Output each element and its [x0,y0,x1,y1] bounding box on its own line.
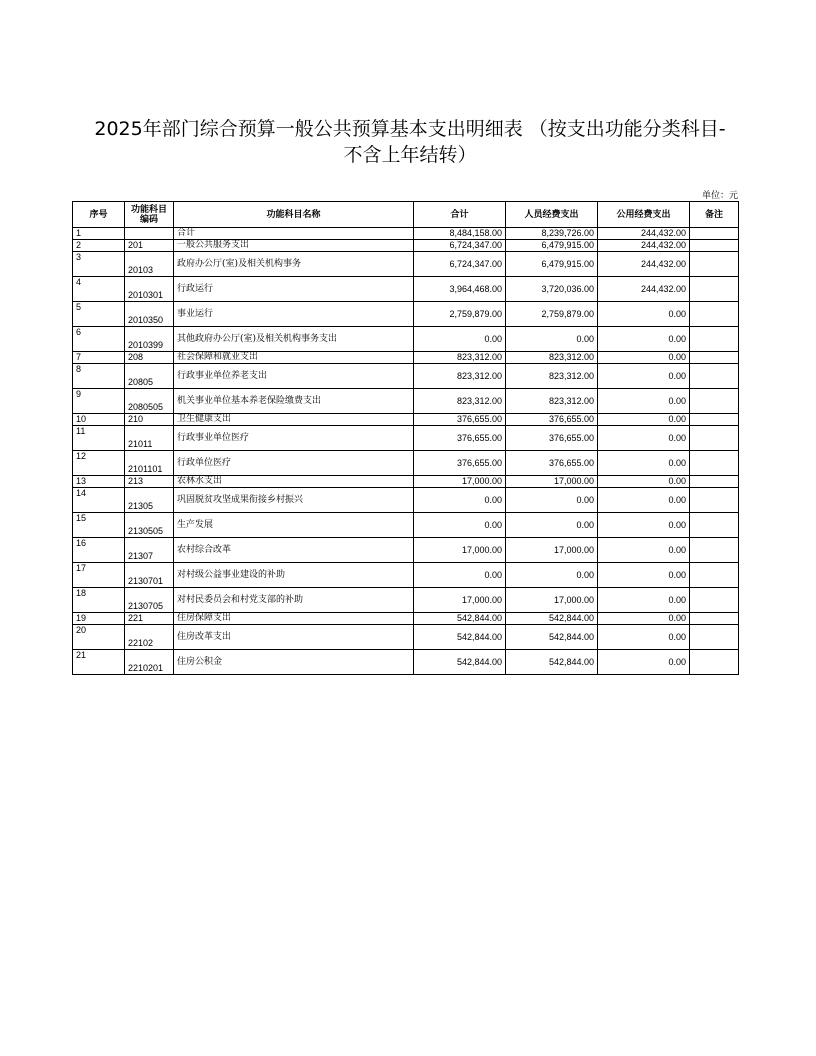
cell-total: 6,724,347.00 [414,252,506,277]
header-seq: 序号 [73,202,125,228]
unit-label: 单位：元 [701,191,738,201]
cell-code: 221 [125,613,174,625]
cell-note [690,563,739,588]
cell-total: 8,484,158.00 [414,228,506,240]
cell-code: 208 [125,352,174,364]
cell-name: 行政事业单位医疗 [174,426,414,451]
table-row [73,252,739,277]
cell-total: 542,844.00 [414,650,506,675]
cell-seq: 2 [73,240,125,252]
header-note: 备注 [690,202,739,228]
cell-seq: 20 [73,625,125,650]
cell-public: 0.00 [598,426,690,451]
cell-public: 0.00 [598,414,690,426]
cell-total: 0.00 [414,327,506,352]
cell-personnel: 6,479,915.00 [506,252,598,277]
cell-seq: 11 [73,426,125,451]
cell-personnel: 17,000.00 [506,476,598,488]
cell-note [690,426,739,451]
cell-total: 542,844.00 [414,613,506,625]
cell-code: 22102 [125,625,174,650]
report-title-line-1: 2025年部门综合预算一般公共预算基本支出明细表 （按支出功能分类科目- [94,118,726,140]
cell-total: 376,655.00 [414,451,506,476]
cell-total: 0.00 [414,513,506,538]
cell-public: 0.00 [598,588,690,613]
cell-seq: 19 [73,613,125,625]
header-code [125,202,174,228]
cell-personnel: 17,000.00 [506,588,598,613]
cell-personnel: 0.00 [506,327,598,352]
cell-name: 行政事业单位养老支出 [174,364,414,389]
cell-personnel: 376,655.00 [506,414,598,426]
cell-seq: 15 [73,513,125,538]
table-row [73,650,739,675]
table-row [73,302,739,327]
cell-public: 0.00 [598,563,690,588]
cell-public: 0.00 [598,650,690,675]
cell-seq: 4 [73,277,125,302]
header-public: 公用经费支出 [598,202,690,228]
cell-public: 244,432.00 [598,228,690,240]
cell-seq: 14 [73,488,125,513]
cell-note [690,327,739,352]
cell-seq: 9 [73,389,125,414]
cell-code: 2010350 [125,302,174,327]
header-code-line-2: 编码 [139,214,158,225]
cell-seq: 6 [73,327,125,352]
cell-name: 事业运行 [174,302,414,327]
cell-personnel: 823,312.00 [506,389,598,414]
cell-personnel: 823,312.00 [506,364,598,389]
cell-personnel: 0.00 [506,563,598,588]
cell-name: 卫生健康支出 [174,414,414,426]
cell-code: 2101101 [125,451,174,476]
cell-name: 其他政府办公厅(室)及相关机构事务支出 [174,327,414,352]
cell-note [690,302,739,327]
cell-name: 行政单位医疗 [174,451,414,476]
cell-note [690,414,739,426]
cell-seq: 16 [73,538,125,563]
cell-public: 0.00 [598,327,690,352]
cell-total: 2,759,879.00 [414,302,506,327]
cell-total: 823,312.00 [414,352,506,364]
cell-seq: 7 [73,352,125,364]
cell-personnel: 376,655.00 [506,451,598,476]
cell-note [690,613,739,625]
table-row [73,277,739,302]
cell-name: 住房公积金 [174,650,414,675]
cell-code: 21305 [125,488,174,513]
cell-total: 376,655.00 [414,426,506,451]
cell-name: 一般公共服务支出 [174,240,414,252]
table-row [73,352,739,364]
table-row [73,476,739,488]
cell-personnel: 0.00 [506,488,598,513]
cell-public: 0.00 [598,302,690,327]
cell-personnel: 542,844.00 [506,625,598,650]
cell-name: 住房改革支出 [174,625,414,650]
cell-personnel: 2,759,879.00 [506,302,598,327]
budget-table [72,201,739,675]
report-title-line-2: 不含上年结转） [343,144,477,166]
cell-seq: 12 [73,451,125,476]
cell-name: 行政运行 [174,277,414,302]
cell-code: 2130705 [125,588,174,613]
cell-total: 17,000.00 [414,588,506,613]
cell-public: 0.00 [598,625,690,650]
cell-code: 2210201 [125,650,174,675]
cell-code: 201 [125,240,174,252]
cell-note [690,252,739,277]
cell-code: 21011 [125,426,174,451]
table-row [73,625,739,650]
cell-code: 20805 [125,364,174,389]
cell-name: 政府办公厅(室)及相关机构事务 [174,252,414,277]
table-row [73,426,739,451]
cell-name: 对村民委员会和村党支部的补助 [174,588,414,613]
cell-public: 0.00 [598,352,690,364]
cell-note [690,240,739,252]
cell-personnel: 17,000.00 [506,538,598,563]
table-row [73,414,739,426]
cell-personnel: 542,844.00 [506,613,598,625]
cell-public: 0.00 [598,364,690,389]
table-row [73,327,739,352]
cell-note [690,538,739,563]
cell-note [690,476,739,488]
table-row [73,563,739,588]
cell-note [690,513,739,538]
header-total: 合计 [414,202,506,228]
cell-name: 机关事业单位基本养老保险缴费支出 [174,389,414,414]
cell-name: 生产发展 [174,513,414,538]
cell-note [690,625,739,650]
cell-seq: 1 [73,228,125,240]
table-header-row [73,202,739,228]
cell-public: 0.00 [598,613,690,625]
cell-public: 0.00 [598,513,690,538]
cell-note [690,488,739,513]
cell-personnel: 823,312.00 [506,352,598,364]
cell-total: 823,312.00 [414,389,506,414]
table-row [73,613,739,625]
cell-public: 0.00 [598,476,690,488]
table-row [73,451,739,476]
cell-code: 213 [125,476,174,488]
cell-note [690,650,739,675]
cell-code: 20103 [125,252,174,277]
cell-total: 17,000.00 [414,476,506,488]
cell-total: 0.00 [414,563,506,588]
cell-public: 244,432.00 [598,252,690,277]
cell-public: 0.00 [598,488,690,513]
table-row [73,588,739,613]
cell-note [690,228,739,240]
cell-name: 合计 [174,228,414,240]
cell-personnel: 6,479,915.00 [506,240,598,252]
cell-note [690,364,739,389]
cell-public: 0.00 [598,451,690,476]
cell-code: 2010399 [125,327,174,352]
cell-code: 2010301 [125,277,174,302]
cell-seq: 10 [73,414,125,426]
header-name: 功能科目名称 [174,202,414,228]
cell-personnel: 0.00 [506,513,598,538]
cell-public: 244,432.00 [598,240,690,252]
table-row [73,240,739,252]
cell-name: 社会保障和就业支出 [174,352,414,364]
header-code-line-1: 功能科目 [130,204,167,215]
cell-seq: 13 [73,476,125,488]
cell-total: 823,312.00 [414,364,506,389]
cell-total: 0.00 [414,488,506,513]
cell-personnel: 542,844.00 [506,650,598,675]
table-row [73,364,739,389]
header-personnel: 人员经费支出 [506,202,598,228]
table-row [73,228,739,240]
cell-note [690,389,739,414]
cell-code: 21307 [125,538,174,563]
cell-total: 376,655.00 [414,414,506,426]
cell-note [690,352,739,364]
cell-total: 3,964,468.00 [414,277,506,302]
cell-seq: 5 [73,302,125,327]
cell-seq: 18 [73,588,125,613]
cell-code [125,228,174,240]
cell-note [690,277,739,302]
cell-code: 210 [125,414,174,426]
table-row [73,488,739,513]
table-row [73,538,739,563]
cell-code: 2080505 [125,389,174,414]
cell-public: 0.00 [598,389,690,414]
table-row [73,389,739,414]
cell-seq: 8 [73,364,125,389]
cell-personnel: 3,720,036.00 [506,277,598,302]
cell-total: 542,844.00 [414,625,506,650]
table-row [73,513,739,538]
cell-seq: 21 [73,650,125,675]
cell-name: 巩固脱贫攻坚成果衔接乡村振兴 [174,488,414,513]
cell-total: 17,000.00 [414,538,506,563]
cell-name: 住房保障支出 [174,613,414,625]
cell-code: 2130505 [125,513,174,538]
cell-note [690,588,739,613]
cell-personnel: 376,655.00 [506,426,598,451]
cell-personnel: 8,239,726.00 [506,228,598,240]
cell-seq: 3 [73,252,125,277]
cell-seq: 17 [73,563,125,588]
cell-total: 6,724,347.00 [414,240,506,252]
cell-public: 0.00 [598,538,690,563]
cell-name: 农村综合改革 [174,538,414,563]
cell-note [690,451,739,476]
cell-name: 对村级公益事业建设的补助 [174,563,414,588]
cell-code: 2130701 [125,563,174,588]
cell-name: 农林水支出 [174,476,414,488]
cell-public: 244,432.00 [598,277,690,302]
